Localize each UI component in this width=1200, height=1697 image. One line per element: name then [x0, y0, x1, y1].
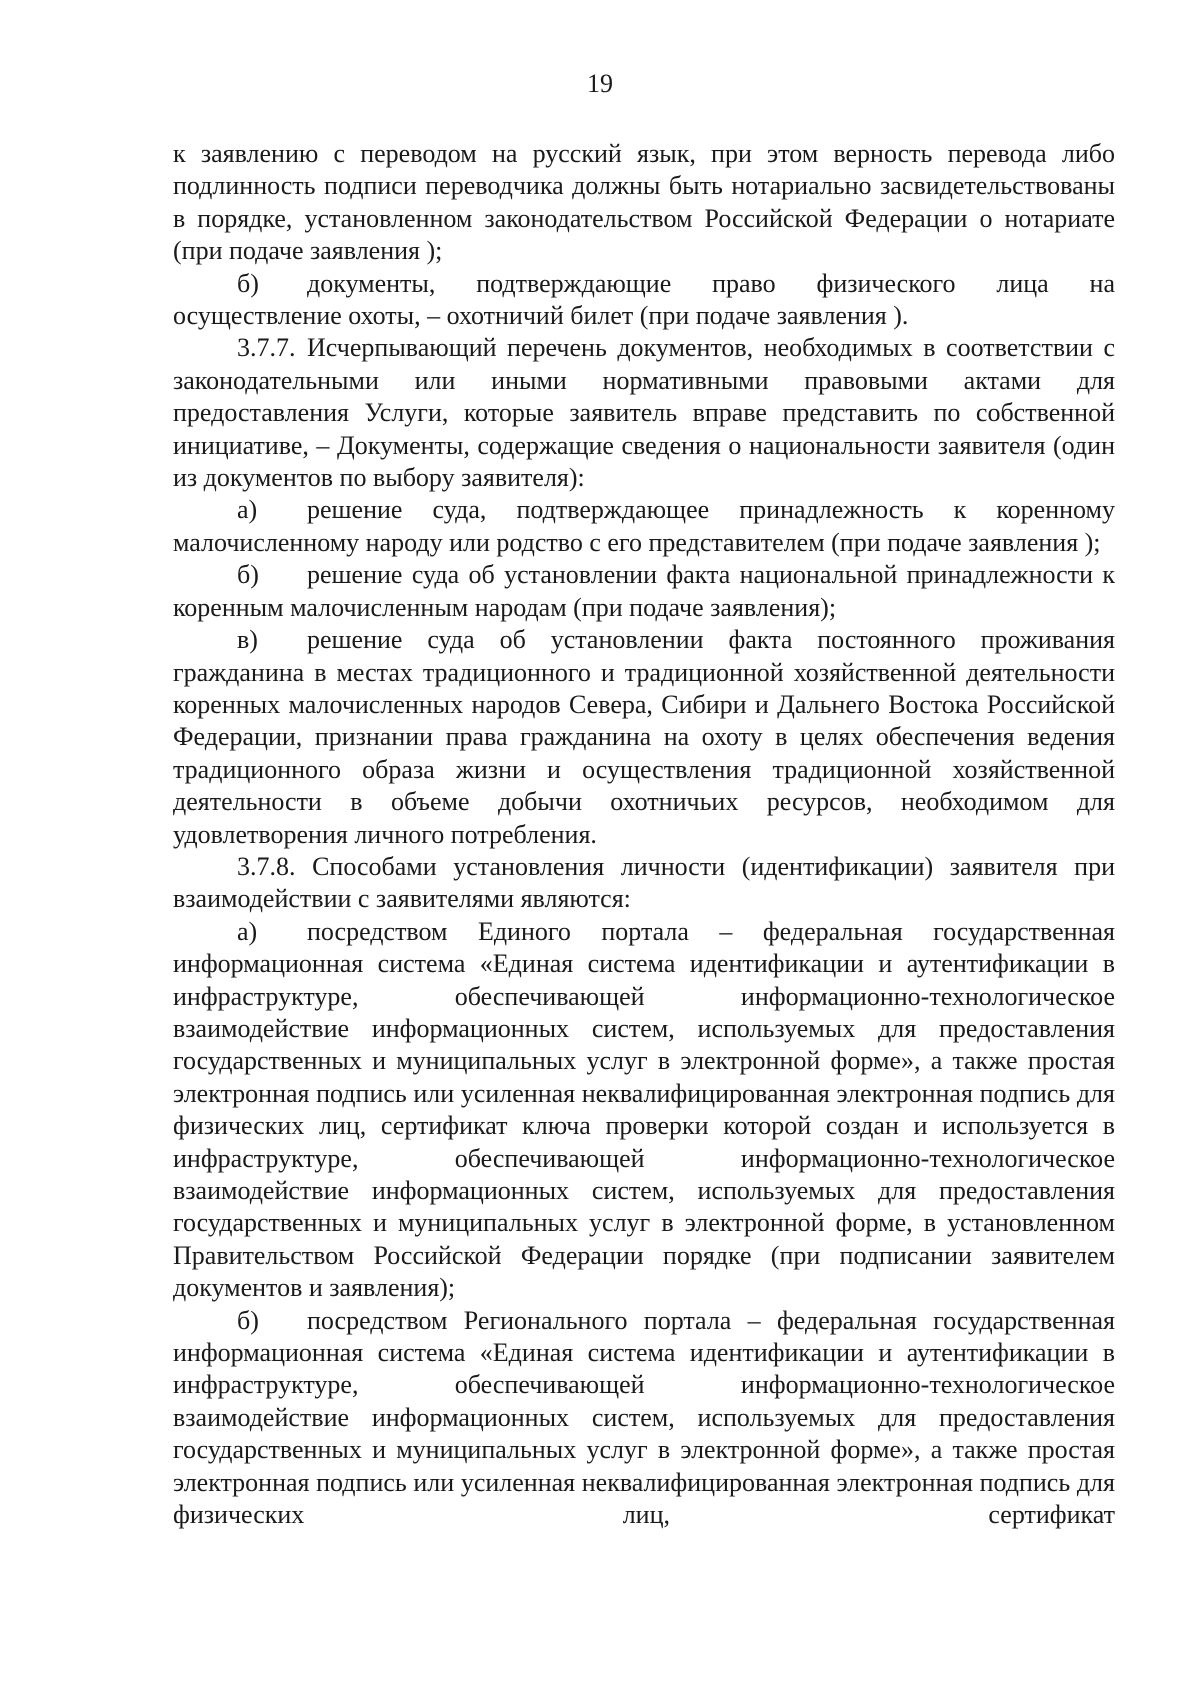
paragraph-court-decision-v — [173, 624, 1115, 851]
section-number: 3.7.7. — [237, 333, 296, 363]
paragraph-text: посредством Единого портала – федеральная государственная информационная система «Единая система идентификации и аутентификации в инфраструктуре, обеспечивающей информационно-технологическое взаимодействие информационных систем, используемых для предоставления государственных и муниципальных услуг в электронной форме», а также простая электронная подпись или усиленная неквалифицированная электронная подпись для физических лиц, сертификат ключа проверки которой создан и используется в инфраструктуре, обеспечивающей информационно-технологическое взаимодействие информационных систем, используемых для предоставления государственных и муниципальных услуг в электронной форме, в установленном Правительством Российской Федерации порядке (при подписании заявителем документов и заявления); — [173, 916, 1115, 1303]
paragraph-hunting-license — [173, 268, 1115, 333]
list-marker: а) — [237, 916, 258, 946]
list-marker: б) — [237, 1305, 259, 1335]
list-marker: б) — [237, 268, 259, 298]
paragraph-3-7-8 — [173, 851, 1115, 916]
paragraph-text: 3.7.8. Способами установления личности (идентификации) заявителя при взаимодействии с заявителями являются: — [173, 851, 1115, 914]
paragraph-court-decision-a — [173, 494, 1115, 559]
paragraph-translation-requirement — [173, 138, 1115, 268]
paragraph-3-7-7 — [173, 332, 1115, 494]
list-marker: б) — [237, 560, 259, 590]
paragraph-text: документы, подтверждающие право физического лица на осуществление охоты, – охотничий билет (при подаче заявления ). — [173, 268, 1115, 331]
paragraph-text: к заявлению с переводом на русский язык, при этом верность перевода либо подлинность подписи переводчика должны быть нотариально засвидетельствованы в порядке, установленном законодательством Российской Федерации о нотариате (при подаче заявления ); — [173, 139, 1115, 266]
paragraph-court-decision-b — [173, 559, 1115, 624]
list-marker: в) — [237, 625, 258, 655]
paragraph-text: решение суда об установлении факта национальной принадлежности к коренным малочисленным народам (при подаче заявления); — [173, 560, 1115, 622]
document-text-body — [173, 138, 1115, 1531]
list-marker: а) — [237, 495, 258, 525]
paragraph-text: решение суда, подтверждающее принадлежность к коренному малочисленному народу или родство с его представителем (при подаче заявления ); — [173, 495, 1115, 557]
page-number: 19 — [587, 69, 613, 98]
paragraph-text: Исчерпывающий перечень документов, необходимых в соответствии с законодательными или иными нормативными правовыми актами для предоставления Услуги, которые заявитель вправе представить по собственной инициативе, – Документы, содержащие сведения о национальности заявителя (один из документов по выбору заявителя): — [173, 333, 1115, 493]
paragraph-regional-portal — [173, 1305, 1115, 1532]
paragraph-text: решение суда об установлении факта постоянного проживания гражданина в местах традиционного и традиционной хозяйственной деятельности коренных малочисленных народов Севера, Сибири и Дальнего Востока Российской Федерации, признании права гражданина на охоту в целях обеспечения ведения традиционного образа жизни и осуществления традиционной хозяйственной деятельности в объеме добычи охотничьих ресурсов, необходимом для удовлетворения личного потребления. — [173, 625, 1115, 849]
paragraph-text: посредством Регионального портала – федеральная государственная информационная система «Единая система идентификации и аутентификации в инфраструктуре, обеспечивающей информационно-технологическое взаимодействие информационных систем, используемых для предоставления государственных и муниципальных услуг в электронной форме», а также простая электронная подпись или усиленная неквалифицированная электронная подпись для физических лиц, сертификат — [173, 1305, 1115, 1530]
paragraph-unified-portal — [173, 916, 1115, 1305]
